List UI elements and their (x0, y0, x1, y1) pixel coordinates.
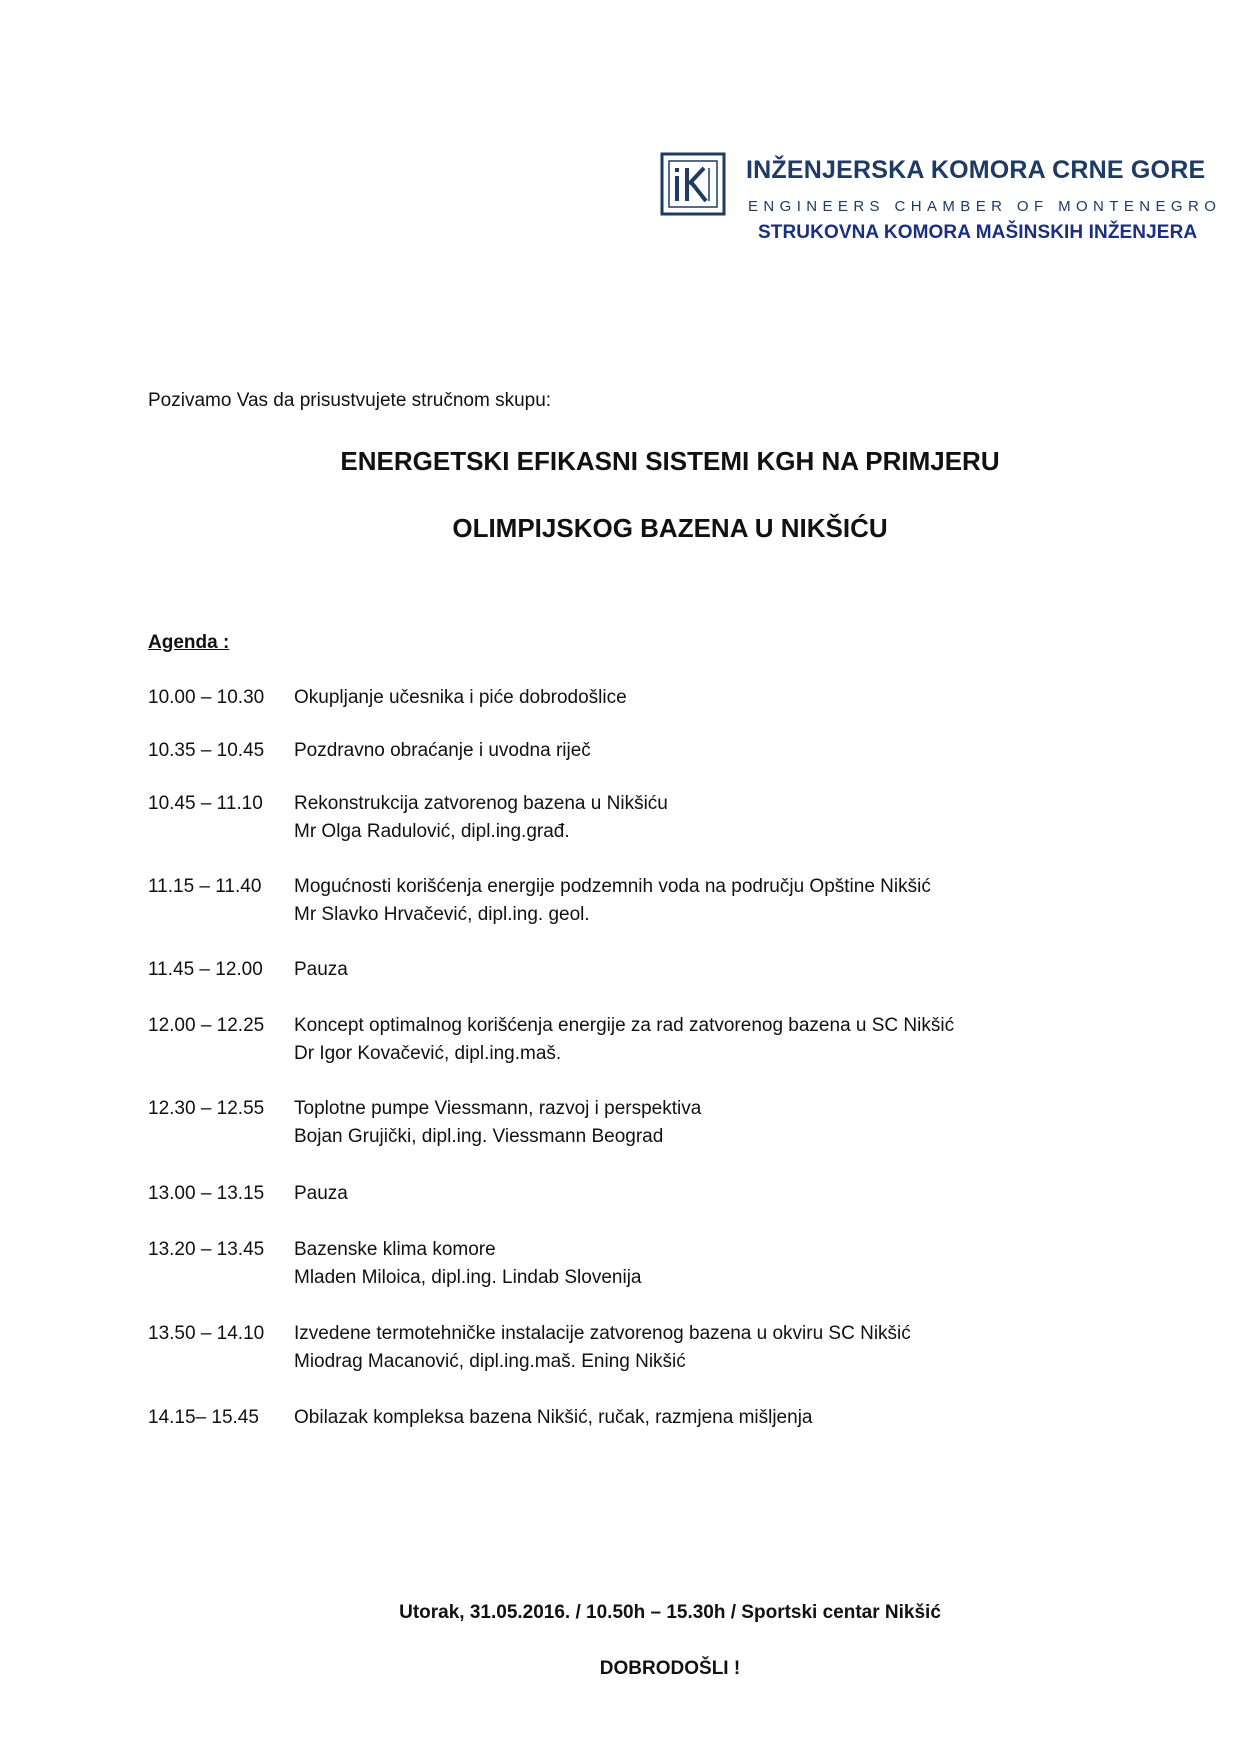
invitation-intro: Pozivamo Vas da prisustvujete stručnom skupu: (148, 390, 552, 411)
agenda-speaker: Dr Igor Kovačević, dipl.ing.maš. (294, 1043, 562, 1064)
agenda-time: 10.35 – 10.45 (148, 740, 265, 761)
agenda-time: 13.00 – 13.15 (148, 1183, 265, 1204)
organization-name: INŽENJERSKA KOMORA CRNE GORE (746, 156, 1206, 184)
agenda-topic: Mogućnosti korišćenja energije podzemnih voda na području Opštine Nikšić (294, 876, 931, 897)
agenda-heading: Agenda : (148, 632, 230, 653)
agenda-topic: Toplotne pumpe Viessmann, razvoj i perspektiva (294, 1098, 702, 1119)
agenda-topic: Rekonstrukcija zatvorenog bazena u Nikšiću (294, 793, 668, 814)
agenda-speaker: Miodrag Macanović, dipl.ing.maš. Ening Nikšić (294, 1351, 686, 1372)
agenda-topic: Koncept optimalnog korišćenja energije za rad zatvorenog bazena u SC Nikšić (294, 1015, 955, 1036)
ikcg-logo-icon (660, 152, 726, 216)
agenda-speaker: Bojan Grujički, dipl.ing. Viessmann Beograd (294, 1126, 664, 1147)
event-date-time-location: Utorak, 31.05.2016. / 10.50h – 15.30h / Sportski centar Nikšić (399, 1602, 941, 1623)
letterhead (660, 152, 1220, 252)
agenda-time: 10.00 – 10.30 (148, 687, 265, 708)
event-title-line-2: OLIMPIJSKOG BAZENA U NIKŠIĆU (452, 513, 888, 543)
agenda-time: 11.15 – 11.40 (148, 876, 262, 897)
event-title-line-1: ENERGETSKI EFIKASNI SISTEMI KGH NA PRIMJERU (340, 446, 1000, 476)
agenda-speaker: Mr Slavko Hrvačević, dipl.ing. geol. (294, 904, 590, 925)
agenda-time: 10.45 – 11.10 (148, 793, 263, 814)
agenda-time: 13.50 – 14.10 (148, 1323, 265, 1344)
agenda-topic: Pauza (294, 959, 348, 980)
agenda-topic: Pozdravno obraćanje i uvodna riječ (294, 740, 591, 761)
agenda-topic: Obilazak kompleksa bazena Nikšić, ručak, razmjena mišljenja (294, 1407, 813, 1428)
agenda-time: 14.15– 15.45 (148, 1407, 259, 1428)
agenda-speaker: Mladen Miloica, dipl.ing. Lindab Slovenija (294, 1267, 642, 1288)
organization-name-english: ENGINEERS CHAMBER OF MONTENEGRO (748, 198, 1222, 215)
agenda-time: 12.00 – 12.25 (148, 1015, 265, 1036)
agenda-topic: Pauza (294, 1183, 348, 1204)
agenda-topic: Izvedene termotehničke instalacije zatvorenog bazena u okviru SC Nikšić (294, 1323, 911, 1344)
agenda-speaker: Mr Olga Radulović, dipl.ing.građ. (294, 821, 570, 842)
welcome-text: DOBRODOŠLI ! (599, 1658, 741, 1679)
agenda-time: 11.45 – 12.00 (148, 959, 263, 980)
agenda-time: 12.30 – 12.55 (148, 1098, 265, 1119)
agenda-time: 13.20 – 13.45 (148, 1239, 265, 1260)
chamber-name: STRUKOVNA KOMORA MAŠINSKIH INŽENJERA (758, 222, 1198, 243)
agenda-topic: Okupljanje učesnika i piće dobrodošlice (294, 687, 627, 708)
agenda-topic: Bazenske klima komore (294, 1239, 496, 1260)
